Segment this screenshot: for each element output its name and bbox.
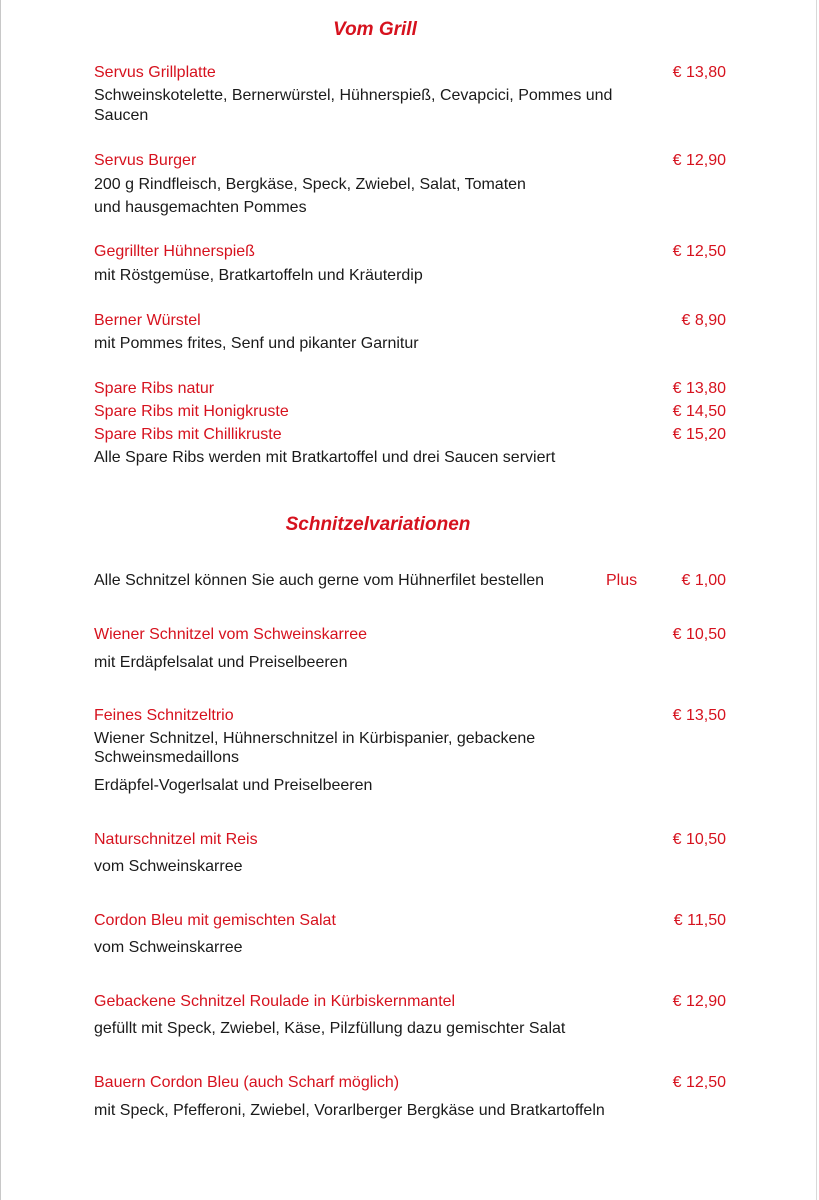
menu-item-name: Bauern Cordon Bleu (auch Scharf möglich)	[94, 1074, 400, 1091]
menu-item-name: Cordon Bleu mit gemischten Salat	[94, 912, 336, 929]
menu-item-name: Spare Ribs mit Chillikruste	[94, 426, 282, 443]
surcharge-price: € 1,00	[681, 572, 726, 589]
menu-item-price: € 10,50	[672, 626, 726, 643]
menu-item-price: € 12,90	[672, 993, 726, 1010]
menu-item-description: und hausgemachten Pommes	[94, 199, 307, 216]
menu-item-name: Servus Burger	[94, 152, 197, 169]
section-title-vom-grill: Vom Grill	[333, 19, 417, 40]
menu-item-price: € 11,50	[673, 912, 726, 929]
menu-item-price: € 12,50	[672, 1074, 726, 1091]
menu-item-price: € 14,50	[672, 403, 726, 420]
menu-item-name: Feines Schnitzeltrio	[94, 707, 234, 724]
menu-item-price: € 13,80	[672, 64, 726, 81]
menu-item-description: Saucen	[94, 107, 149, 124]
section-title-schnitzelvariationen: Schnitzelvariationen	[285, 514, 471, 535]
menu-item-name: Wiener Schnitzel vom Schweinskarree	[94, 626, 367, 643]
menu-item-description: mit Speck, Pfefferoni, Zwiebel, Vorarlberger Bergkäse und Bratkartoffeln	[94, 1102, 605, 1119]
menu-item-name: Naturschnitzel mit Reis	[94, 831, 258, 848]
menu-item-description: vom Schweinskarree	[94, 858, 243, 875]
surcharge-label: Plus	[606, 572, 638, 589]
menu-item-price: € 13,50	[672, 707, 726, 724]
menu-item-description: Schweinskotelette, Bernerwürstel, Hühnerspieß, Cevapcici, Pommes und	[94, 87, 613, 104]
menu-item-name: Gebackene Schnitzel Roulade in Kürbiskernmantel	[94, 993, 456, 1010]
menu-item-price: € 10,50	[672, 831, 726, 848]
menu-item-name: Servus Grillplatte	[94, 64, 216, 81]
menu-item-description: mit Erdäpfelsalat und Preiselbeeren	[94, 654, 348, 671]
menu-item-price: € 13,80	[672, 380, 726, 397]
menu-item-name: Spare Ribs mit Honigkruste	[94, 403, 289, 420]
menu-item-price: € 12,50	[672, 243, 726, 260]
section-note: Alle Schnitzel können Sie auch gerne vom Hühnerfilet bestellen	[94, 572, 545, 589]
menu-item-name: Berner Würstel	[94, 312, 201, 329]
menu-item-price: € 8,90	[681, 312, 726, 329]
menu-item-description: Schweinsmedaillons	[94, 749, 239, 766]
menu-item-description: Wiener Schnitzel, Hühnerschnitzel in Kürbispanier, gebackene	[94, 730, 536, 747]
menu-item-price: € 12,90	[672, 152, 726, 169]
menu-item-description: mit Röstgemüse, Bratkartoffeln und Kräuterdip	[94, 267, 423, 284]
menu-item-description: gefüllt mit Speck, Zwiebel, Käse, Pilzfüllung dazu gemischter Salat	[94, 1020, 566, 1037]
menu-item-description: mit Pommes frites, Senf und pikanter Garnitur	[94, 335, 419, 352]
menu-item-name: Spare Ribs natur	[94, 380, 215, 397]
menu-item-description: Alle Spare Ribs werden mit Bratkartoffel und drei Saucen serviert	[94, 449, 556, 466]
menu-item-name: Gegrillter Hühnerspieß	[94, 243, 255, 260]
menu-item-description: Erdäpfel-Vogerlsalat und Preiselbeeren	[94, 777, 373, 794]
menu-item-description: vom Schweinskarree	[94, 939, 243, 956]
menu-item-price: € 15,20	[672, 426, 726, 443]
menu-item-description: 200 g Rindfleisch, Bergkäse, Speck, Zwiebel, Salat, Tomaten	[94, 176, 526, 193]
